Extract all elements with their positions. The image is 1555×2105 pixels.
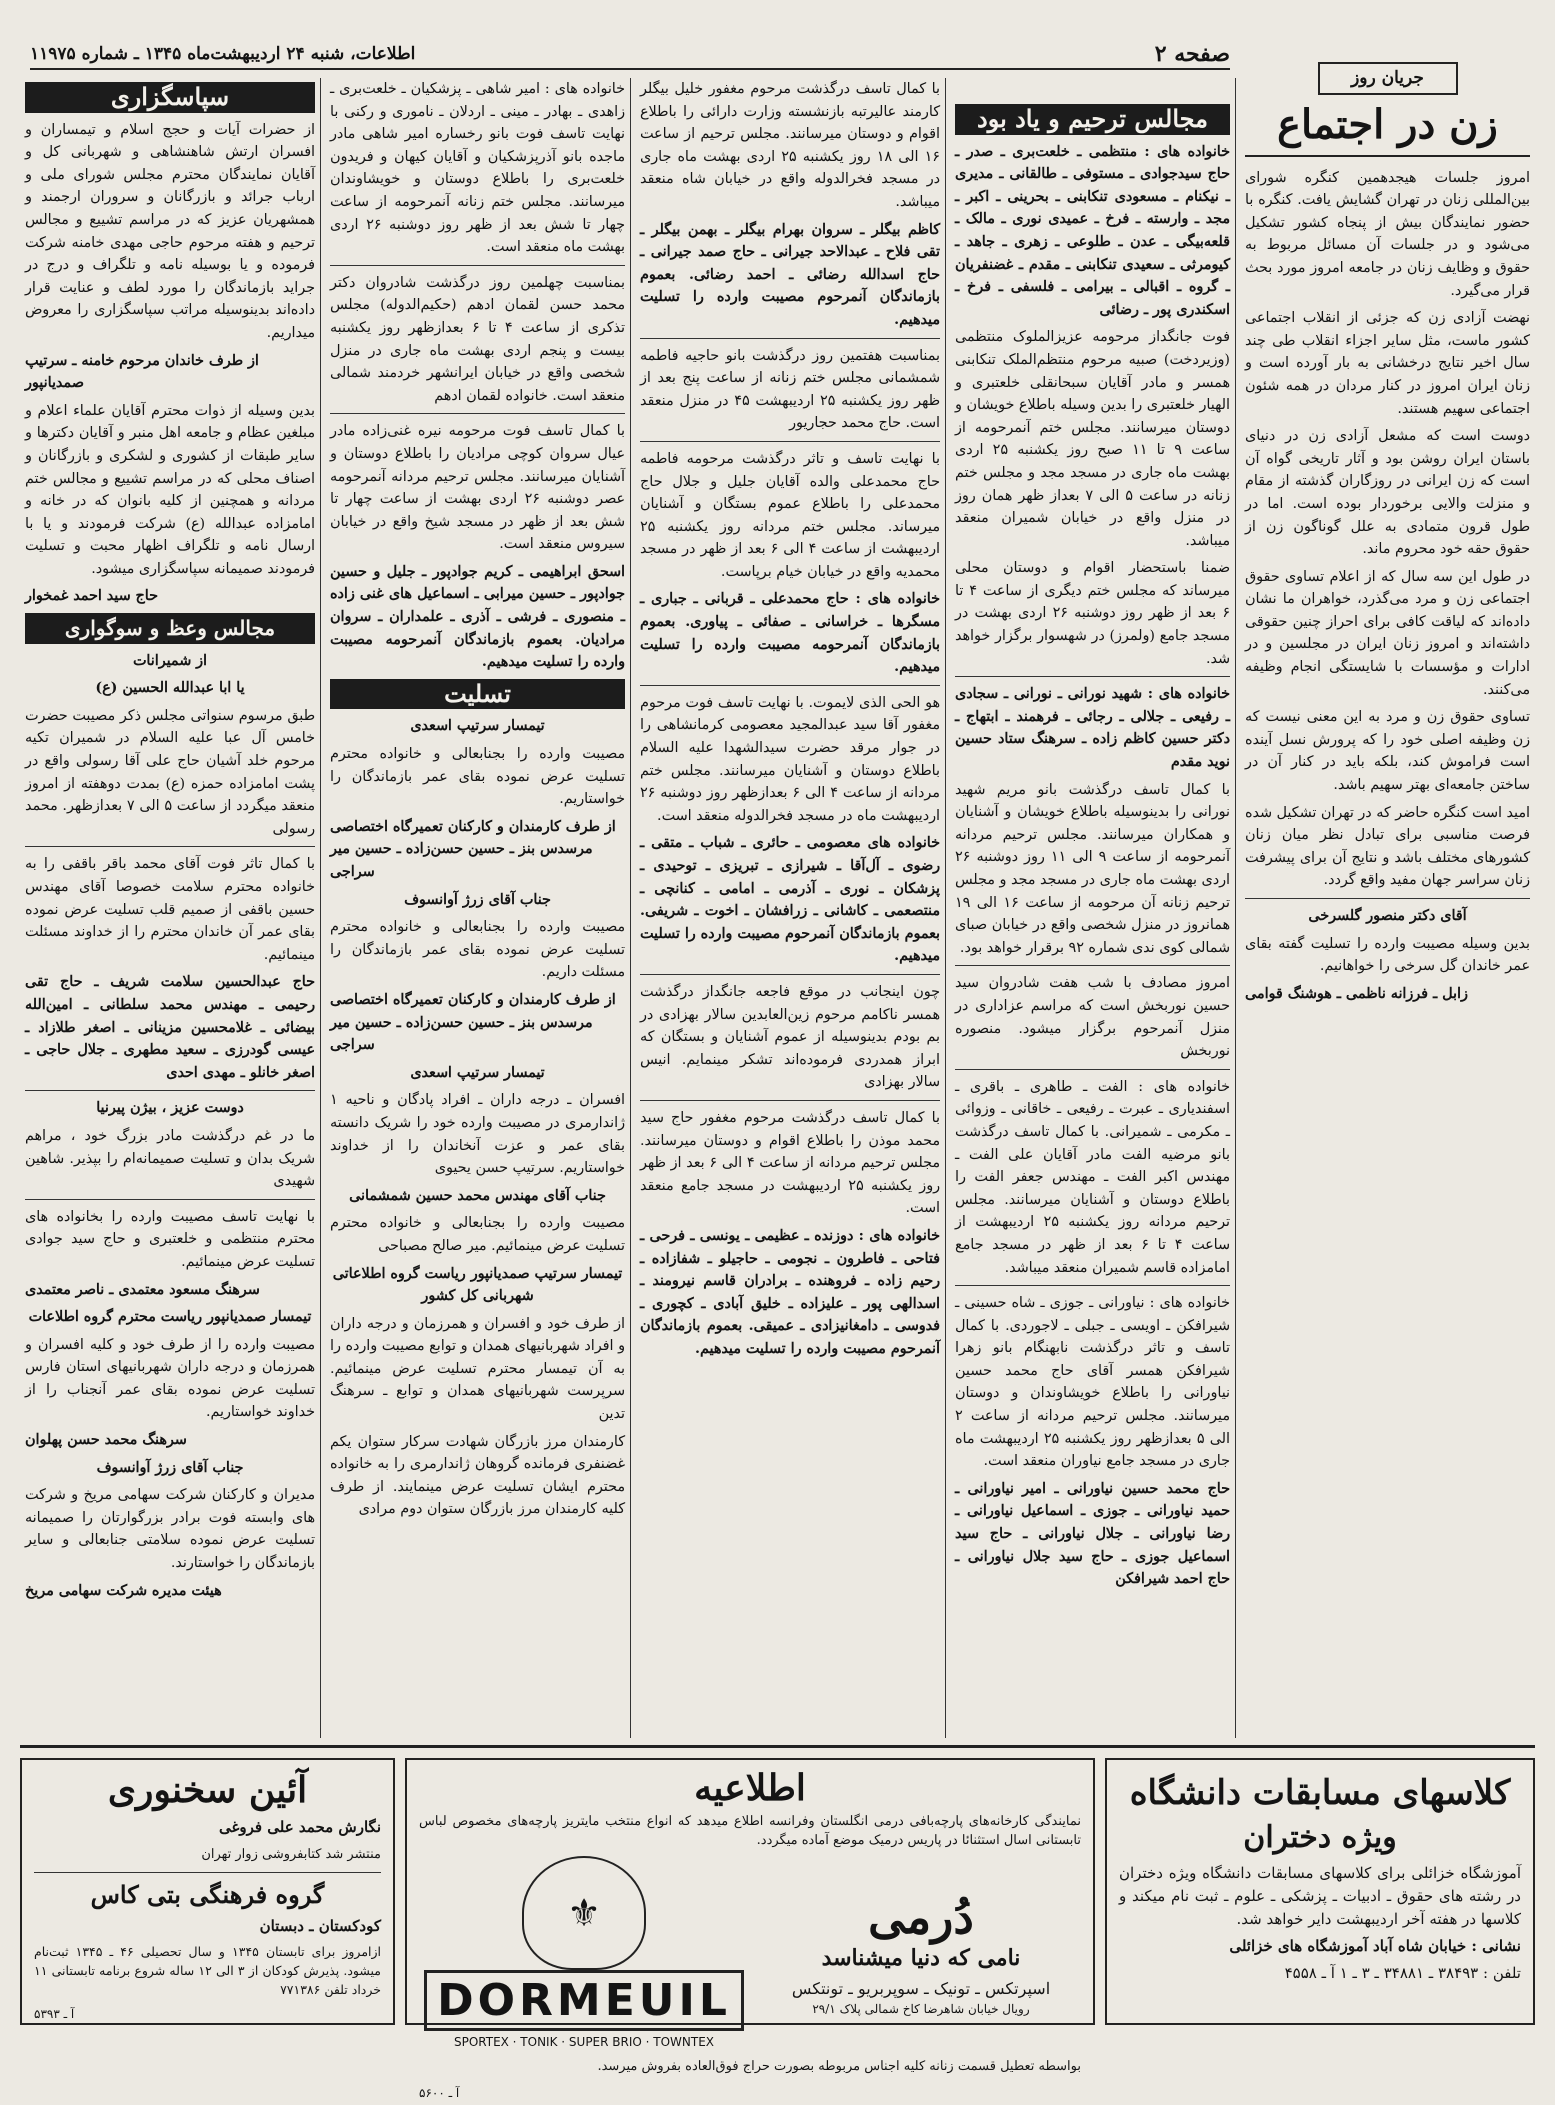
condolence-text: مصیبت وارده را بجنابعالی و خانواده محترم تسلیت عرض نموده بقای عمر بازماندگان را خواستاریم.: [330, 746, 625, 808]
condolence-text: مدیران و کارکنان شرکت سهامی مریخ و شرکت های وابسته فوت برادر بزرگوارتان را صمیمانه تسلیت عرض نموده سلامتی جنابعالی و سایر بازماندگان را خواستارند.: [25, 1487, 315, 1572]
thanks-text: از حضرات آیات و حجج اسلام و تیمساران و افسران ارتش شاهنشاهی و شهربانی کل و آقایان نمایندگان محترم مجلس شورای ملی و ارباب جرائد و بازرگانان و سروران ارجمند و همشهریان عزیز که در مراسم تشییع و مجالس ترحیم و هفته مرحوم حاجی مهدی خامنه شرکت فرموده و یا بوسیله نامه و تلگراف و درج در جراید بازماندگان را مورد لطف و عنایت قرار داده‌اند بدینوسیله مراتب سپاسگزاری را معروض میداریم.: [25, 121, 315, 341]
notice-entry: خانواده های : نیاورانی ـ جوزی ـ شاه حسینی ـ شیرافکن ـ اویسی ـ جبلی ـ لاجوردی. با کمال تاسف و تاثر درگذشت نابهنگام بانو زهرا شیرافکن همسر آقای حاج محمد حسین نیاورانی را باطلاع خویشاوندان و دوستان میرسانند. مجلس ترحیم مردانه از ساعت ۲ الی ۵ بعدازظهر روز یکشنبه ۲۵ اردیبهشت ماه جاری در مسجد جامع نیاوران منعقد است.: [955, 1295, 1230, 1470]
brand-address: رویال خیابان شاهرضا کاخ شمالی پلاک ۲۹/۱: [812, 2002, 1030, 2016]
notice-entry: اسحق ابراهیمی ـ کریم جوادپور ـ جلیل و حسین جوادپور ـ حسین میرابی ـ اسماعیل های غنی زاده ـ منصوری ـ فرشی ـ آذری ـ علمداران ـ سروان مرادیان. بعموم بازماندگان آنمرحومه مصیبت وارده را تسلیت میدهیم.: [330, 563, 625, 671]
ad-title: اطلاعیه: [694, 1767, 806, 1809]
university-classes-ad: [1105, 1758, 1535, 2025]
thanks-signature: از طرف خاندان مرحوم خامنه ـ سرتیپ صمدیانپور: [25, 352, 259, 392]
notice-entry: خانواده های : الفت ـ طاهری ـ باقری ـ اسفندیاری ـ عبرت ـ رفیعی ـ خاقانی ـ وزوائی ـ مکرمی ـ شمیرانی. با کمال تاسف درگذشت بانو مرضیه الفت مادر آقایان علی الفت ـ مهندس اکبر الفت ـ مهندس جعفر الفت را باطلاع دوستان و آشنایان میرسانند. مجلس ترحیم مردانه روز یکشنبه ۲۵ اردیبهشت از ساعت ۴ تا ۶ بعد از ظهر در مسجد جامع امامزاده قاسم شمیران منعقد میباشد.: [955, 1078, 1231, 1276]
editorial-paragraph: در طول این سه سال که از اعلام تساوی حقوق اجتماعی زن و مرد می‌گذرد، خواهران ما نشان داده‌اند که لیاقت کافی برای احراز چنین حقوقی داشته‌اند و امروز زنان ایران در مجلسین و در ادارات و مؤسسات با شایستگی انجام وظیفه می‌کنند.: [1245, 568, 1530, 698]
book-title: آئین سخنوری: [107, 1769, 308, 1811]
thanks-column: [25, 78, 315, 1607]
divider: [34, 1872, 381, 1873]
column-kicker: جریان روز: [1318, 62, 1458, 95]
ad-note: بواسطه تعطیل قسمت زنانه کلیه اجناس مربوطه بصورت حراج فوق‌العاده بفروش میرسد.: [597, 2059, 1081, 2074]
divider: [955, 965, 1230, 966]
ad-text: نمایندگی کارخانه‌های پارچه‌بافی درمی انگلستان وفرانسه اطلاع میدهد که انواع منتخب مایتریز پارچه‌های مخصوص لباس تابستانی اسال استثنائا در پاریس درمیک موضع آماده میگردد.: [419, 1814, 1081, 1848]
condolence-text: کارمندان مرز بازرگان شهادت سرکار ستوان یکم غضنفری فرمانده گروهان ژاندارمری را به خانواده محترم ایشان تسلیت عرض مینمایند. از طرف کلیه کارمندان مرز بازرگان ستوان دوم مرادی: [330, 1433, 625, 1518]
product-caption: SPORTEX · TONIK · SUPER BRIO · TOWNTEX: [453, 2035, 715, 2049]
condolence-text: با نهایت تاسف مصیبت وارده را بخانواده های محترم منتظمی و خلعتبری و حاج سید جوادی تسلیت عرض مینمائیم.: [25, 1208, 315, 1270]
book-author: نگارش محمد علی فروغی: [219, 1818, 381, 1836]
notice-entry: با کمال تاسف درگذشت بانو مریم شهید نورانی را بدینوسیله باطلاع خویشان و آشنایان و همکاران میرسانند. مجلس ترحیم مردانه آنمرحومه از ساعت ۹ الی ۱۱ روز دوشنبه ۲۶ اردی بهشت ماه جاری در مسجد مجد و مجلس ترحیم زنانه آن مرحومه از ساعت ۱۶ الی ۱۹ همانروز در منزل شخصی واقع در خیابان صبای شمالی کوی ندی شماره ۹۲ برقرار خواهد بود.: [955, 781, 1230, 956]
page-label: صفحه ۲: [1154, 41, 1230, 67]
notice-entry: ضمنا باستحضار اقوام و دوستان محلی میرساند که مجلس ختم دیگری از ساعت ۴ تا ۶ بعد از ظهر روز دوشنبه ۲۶ اردی بهشت در مسجد جامع (ولمرز) در شهسوار برگزار خواهد شد.: [955, 560, 1231, 667]
condolence-heading: جناب آقای زرژ آوانسوف: [96, 1459, 244, 1476]
notice-entry: کاظم بیگلر ـ سروان بهرام بیگلر ـ بهمن بیگلر ـ تقی فلاح ـ عبدالاحد جیرانی ـ حاج صمد جیرانی ـ حاج اسدالله رضائی ـ احمد رضائی. بعموم بازماندگان آنمرحوم مصیبت وارده را تسلیت میدهیم.: [640, 221, 940, 328]
condolence-text: مصیبت وارده را از طرف خود و کلیه افسران و همرزمان و درجه داران شهربانیهای استان فارس تسلیت عرض نموده بقای عمر آنجناب را از خداوند خواستاریم.: [25, 1336, 315, 1421]
brand-block: [419, 1856, 749, 2049]
school-title: گروه فرهنگی بتی کاس: [90, 1880, 325, 1909]
condolence-text: ما در غم درگذشت مادر بزرگ خود ، مراهم شریک بدان و تسلیت صمیمانه‌ام را بپذیر. شاهین شهیدی: [25, 1127, 315, 1190]
divider: [955, 676, 1230, 677]
divider: [955, 1069, 1230, 1070]
section-banner: تسلیت: [330, 679, 625, 710]
condolence-heading: تیمسار سرتیپ اسعدی: [410, 718, 545, 735]
ad-title: کلاسهای مسابقات دانشگاه: [1129, 1773, 1511, 1813]
condolence-text: از طرف خود و افسران و همرزمان و درجه داران و افراد شهربانیهای همدان و توابع مصیبت وارده را به آن تیمسار محترم تسلیت عرض مینمائیم. سرپرست شهربانیهای همدان و توابع ـ سرهنگ تدین: [330, 1315, 625, 1423]
editorial-paragraph: امروز جلسات هیجدهمین کنگره شورای بین‌المللی زنان در تهران گشایش یافت. کنگره با حضور نمایندگان بیش از پنجاه کشور تشکیل می‌شود و در جلسات آن مسائل مربوط به حقوق و وظایف زنان در جامعه امروز مورد بحث قرار می‌گیرد.: [1245, 169, 1530, 299]
editorial-title: زن در اجتماع: [1245, 101, 1530, 157]
notice-entry: خانواده های معصومی ـ حائری ـ شباب ـ متقی ـ رضوی ـ آل‌آقا ـ شیرازی ـ تبریزی ـ توحیدی ـ پزشکان ـ نوری ـ آذرمی ـ امامی ـ کنانچی ـ منتصعمی ـ کاشانی ـ زرافشان ـ اخوت ـ شریفی. بعموم بازماندگان آنمرحوم مصیبت وارده را تسلیت میدهیم.: [640, 835, 940, 965]
ad-phone: تلفن : ۳۸۴۹۳ ـ ۳۴۸۸۱ ـ ۳ ـ ۱ آ ـ ۴۵۵۸: [1284, 1964, 1521, 1982]
ad-address: نشانی : خیابان شاه آباد آموزشگاه های خزائلی: [1229, 1937, 1521, 1955]
notice-entry: هو الحی الذی لایموت. با نهایت تاسف فوت مرحوم مغفور آقا سید عبدالمجید معصومی کرمانشاهی را در جوار مرقد حضرت سیدالشهدا علیه السلام باطلاع دوستان و آشنایان میرسانند. مجلس ختم مردانه از ساعت ۴ الی ۶ بعدازظهر روز دوشنبه ۲۶ اردیبهشت ماه در مسجد فخرالدوله منعقد است.: [640, 694, 940, 824]
dormeuil-ad: [405, 1758, 1095, 2100]
sermon-heading: از شمیرانات: [132, 652, 208, 669]
condolence-text: افسران ـ درجه داران ـ افراد پادگان و ناحیه ۱ ژاندارمری در مصیبت وارده خود را شریک دانسته بقای عمر و عزت آنخاندان را از خداوند خواستاریم. سرتیپ حسن یحیوی: [330, 1092, 625, 1177]
editorial-paragraph: امید است کنگره حاضر که در تهران تشکیل شده فرصت مناسبی برای تبادل نظر میان زنان کشورهای مختلف باشد و نتایج آن برای پیشرفت زنان سراسر جهان مفید واقع گردد.: [1245, 804, 1530, 889]
divider: [1245, 898, 1530, 899]
editorial-column: [1245, 62, 1530, 1010]
memorial-column: [955, 100, 1230, 1596]
divider: [640, 974, 940, 975]
editorial-paragraph: نهضت آزادی زن که جزئی از انقلاب اجتماعی کشور ماست، مثل سایر اجزاء انقلاب طی چند سال اخیر نتایج درخشانی به بار آورده است و زنان ایران امروز در کنار مردان در همه شئون اجتماعی سهیم هستند.: [1245, 310, 1530, 417]
column-rule: [630, 78, 631, 1738]
brand-products: اسپرتکس ـ تونیک ـ سوپربریو ـ تونتکس: [791, 1979, 1051, 1998]
divider: [640, 338, 940, 339]
condolence-signature: سرهنگ مسعود معتمدی ـ ناصر معتمدی: [25, 1281, 260, 1298]
ad-text: آموزشگاه خزائلی برای کلاسهای مسابقات دانشگاه ویژه دختران در رشته های حقوق ـ ادبیات ـ پزشکی ـ علوم ـ ثبت نام میکند و کلاسها در هفته آخر اردیبهشت دایر خواهد شد.: [1119, 1864, 1521, 1928]
divider: [330, 413, 625, 414]
section-banner: سپاسگزاری: [25, 82, 315, 113]
notice-entry: با کمال تاسف درگذشت مرحوم مغفور خلیل بیگلر کارمند عالیرتبه بازنشسته وزارت دارائی را باطلاع اقوام و دوستان میرسانند. مجلس ترحیم از ساعت ۱۶ الی ۱۸ روز یکشنبه ۲۵ اردی بهشت ماه جاری در مسجد فخرالدوله واقع در خیابان شاه منعقد میباشد.: [640, 81, 940, 210]
condolence-signature: هیئت مدیره شرکت سهامی مریخ: [25, 1582, 222, 1599]
book-and-school-ad: [20, 1758, 395, 2025]
book-publisher: منتشر شد کتابفروشی زوار تهران: [201, 1847, 381, 1862]
condolence-heading: تیمسار صمدیانپور ریاست محترم گروه اطلاعات: [28, 1309, 312, 1326]
notice-title: آقای دکتر منصور گلسرخی: [1308, 908, 1467, 924]
notice-entry: حاج محمد حسین نیاورانی ـ امیر نیاورانی ـ حمید نیاورانی ـ جوزی ـ اسماعیل نیاورانی ـ رضا نیاورانی ـ جلال نیاورانی ـ حاج سید اسماعیل جوزی ـ حاج سید جلال نیاورانی ـ حاج احمد شیرافکن: [955, 1480, 1230, 1588]
divider: [25, 1199, 315, 1200]
notices-column: [640, 78, 940, 1365]
notice-entry: خانواده های : حاج محمدعلی ـ قربانی ـ جباری ـ مسگرها ـ خراسانی ـ صفائی ـ پیاوری. بعموم بازماندگان آنمرحومه مصیبت وارده را تسلیت میدهیم.: [640, 591, 940, 676]
notice-entry: خانواده های : امیر شاهی ـ پزشکیان ـ خلعت‌بری ـ زاهدی ـ بهادر ـ مینی ـ اردلان ـ ناموری و رکنی با نهایت تاسف فوت بانو رخساره امیر شاهی مادر ماجده بانو آذرپزشکیان و آقایان کیهان و فریدون خلعت‌بری را باطلاع دوستان و خویشاوندان میرسانند. مجلس ختم زنانه آنمرحومه از ساعت چهار تا شش بعد از ظهر روز دوشنبه ۲۶ اردی بهشت ماه منعقد است.: [330, 81, 625, 256]
advertisement-strip: [20, 1745, 1535, 2100]
condolence-signature: از طرف کارمندان و کارکنان تعمیرگاه اختصاصی مرسدس بنز ـ حسین حسن‌زاده ـ حسین میر سراجی: [330, 991, 616, 1054]
condolence-column: [330, 78, 625, 1526]
column-rule: [945, 78, 946, 1738]
condolence-heading: دوست عزیز ، بیژن پیرنیا: [96, 1100, 244, 1117]
notice-entry: بمناسبت چهلمین روز درگذشت شادروان دکتر محمد حسن لقمان ادهم (حکیم‌الدوله) مجلس تذکری از ساعت ۴ تا ۶ بعدازظهر روز یکشنبه بیست و پنجم اردی بهشت ماه جاری در منزل شخصی واقع در خیابان ایرانشهر خردمند شمالی منعقد است. خانواده لقمان ادهم: [330, 274, 625, 404]
notice-entry: با کمال تاسف فوت مرحومه نیره غنی‌زاده مادر عیال سروان کوچی مرادیان را باطلاع دوستان و آشنایان میرسانند. مجلس ترحیم مردانه آنمرحومه عصر دوشنبه ۲۶ اردی بهشت از ساعت چهار تا شش بعد از ظهر در مسجد شیخ واقع در خیابان سیروس منعقد است.: [330, 423, 625, 553]
condolence-signature: از طرف کارمندان و کارکنان تعمیرگاه اختصاصی مرسدس بنز ـ حسین حسن‌زاده ـ حسین میر سراجی: [330, 818, 616, 880]
notice-entry: چون اینجانب در موقع فاجعه جانگداز درگذشت همسر ناکامم مرحوم زین‌العابدین سالار بهزادی در بم بودم بدینوسیله از عموم آشنایان و بستگان که ابراز همدردی فرموده‌اند تشکر مینمایم. انیس سالار بهزادی: [640, 983, 940, 1091]
section-banner: مجالس ترحیم و یاد بود: [955, 104, 1230, 135]
divider: [640, 685, 940, 686]
notice-signature: زابل ـ فرزانه ناظمی ـ هوشنگ قوامی: [1245, 985, 1468, 1002]
section-banner: مجالس وعظ و سوگواری: [25, 613, 315, 644]
school-sections: کودکستان ـ دبستان: [259, 1917, 381, 1935]
divider: [640, 441, 940, 442]
crest-icon: ⚜: [522, 1856, 646, 1970]
brand-logo: DORMEUIL: [424, 1970, 744, 2031]
divider: [25, 846, 315, 847]
notice-entry: خانواده های : منتظمی ـ خلعت‌بری ـ صدر ـ حاج سیدجوادی ـ مستوفی ـ طالقانی ـ مدیری ـ نیکنام ـ مسعودی تنکابنی ـ بحرینی ـ اکبر ـ مجد ـ وارسته ـ فرخ ـ عمیدی نوری ـ مالک ـ قلعه‌بیگی ـ عدن ـ طلوعی ـ زهری ـ جاهد ـ کیومرثی ـ سعیدی تنکابنی ـ مقدم ـ غضنفریان ـ گروه ـ اقبالی ـ بیرامی ـ فلسفی ـ فرخ ـ اسکندری پور ـ رضائی: [955, 143, 1230, 318]
notice-entry: بمناسبت هفتمین روز درگذشت بانو حاجیه فاطمه شمشمانی مجلس ختم زنانه از ساعت پنج بعد از ظهر روز یکشنبه ۲۵ اردیبهشت ۴۵ در منزل منعقد است. حاج محمد حجاریور: [640, 347, 940, 432]
school-text: ازامروز برای تابستان ۱۳۴۵ و سال تحصیلی ۴۶ ـ ۱۳۴۵ ثبت‌نام میشود. پذیرش کودکان از ۳ الی ۱۲ ساله شروع برنامه تابستانی ۱۱ خرداد تلفن ۷۷۱۳۸۶: [34, 1944, 382, 1997]
brand-slogan: نامی که دنیا میشناسد: [821, 1945, 1021, 1971]
editorial-paragraph: تساوی حقوق زن و مرد به این معنی نیست که زن وظیفه اصلی خود را که پرورش نسل آینده است فراموش کند، بلکه باید در کنار آن در ساختن جامعه‌ای بهتر سهیم باشد.: [1245, 709, 1530, 794]
notice-text: بدین وسیله مصیبت وارده را تسلیت گفته بقای عمر خاندان گل سرخی را خواهانیم.: [1245, 935, 1530, 975]
notice-entry: خانواده های : شهید نورانی ـ نورانی ـ سجادی ـ رفیعی ـ جلالی ـ رجائی ـ فرهمند ـ ابتهاج ـ دکتر حسین کاظم زاده ـ سرهنگ ستاد حسین نوید مقدم: [955, 686, 1230, 771]
thanks-text: بدین وسیله از ذوات محترم آقایان علماء اعلام و مبلغین عظام و جامعه اهل منبر و آقایان دکترها و سایر طبقات از کشوری و لشکری و بازرگانان و اصناف محلی که در مراسم تشییع و مجالس ختم مردانه و همچنین از کلیه بانوان که در خانه و امامزاده عبدالله (ع) شرکت فرمودند و یا با ارسال نامه و تلگراف اظهار محبت و تسلیت فرمودند صمیمانه سپاسگزاری میشود.: [25, 402, 315, 577]
condolence-heading: جناب آقای زرژ آوانسوف: [404, 891, 551, 908]
ad-ref: آ ـ ۵۳۹۳: [34, 2007, 75, 2021]
sermon-subheading: یا ابا عبدالله الحسین (ع): [95, 680, 245, 697]
condolence-text: مصیبت وارده را بجنابعالی و خانواده محترم تسلیت عرض مینمائیم. میر صالح مصباحی: [330, 1215, 625, 1254]
masthead: [30, 40, 1230, 70]
notice-entry: امروز مصادف با شب هفت شادروان سید حسین نوربخش است که مراسم عزاداری در منزل آنمرحوم برگزار میشود. منصوره نوربخش: [955, 975, 1230, 1060]
notice-entry: با نهایت تاسف و تاثر درگذشت مرحومه فاطمه حاج محمدعلی والده آقایان جلیل و جلال حاج محمدعلی را باطلاع عموم بستگان و آشنایان میرساند. مجلس ختم مردانه روز یکشنبه ۲۵ اردیبهشت از ساعت ۴ الی ۶ بعد از ظهر در مسجد محمدیه واقع در خیابان خیام برپاست.: [640, 450, 940, 580]
condolence-heading: تیمسار سرتیپ اسعدی: [410, 1064, 545, 1081]
condolence-signature: حاج عبدالحسین سلامت شریف ـ حاج تقی رحیمی ـ مهندس محمد سلطانی ـ امین‌الله بیضائی ـ غلامحسین مزینانی ـ اصغر طلازاد ـ عیسی گودرزی ـ سعید مطهری ـ جلال حاجی ـ اصغر خانلو ـ مهدی احدی: [25, 974, 315, 1081]
column-rule: [320, 78, 321, 1738]
condolence-text: با کمال تاثر فوت آقای محمد باقر باقفی را به خانواده محترم سلامت خصوصا آقای مهندس حسین باقفی از صمیم قلب تسلیت عرض نموده بقای عمر آن خاندان محترم را از خداوند مسئلت مینمائیم.: [25, 856, 315, 963]
condolence-signature: سرهنگ محمد حسن پهلوان: [25, 1432, 187, 1449]
ad-subtitle: ویژه دختران: [1243, 1820, 1397, 1855]
notice-entry: خانواده های : دوزنده ـ عظیمی ـ یونسی ـ فرحی ـ فتاحی ـ فاطرون ـ نجومی ـ حاجیلو ـ شفازاده ـ رحیم زاده ـ فروهنده ـ برادران قاسم نیرومند ـ اسدالهی پور ـ علیزاده ـ خلیق آبادی ـ کچوری ـ فدوسی ـ دامغانیزادی ـ عمیقی. بعموم بازماندگان آنمرحوم مصیبت وارده را تسلیت میدهیم.: [640, 1227, 940, 1357]
editorial-paragraph: دوست است که مشعل آزادی زن در دنیای باستان ایران روشن بود و آثار تاریخی گواه آن است که زن ایرانی در روزگاران گذشته از مقام و منزلت والایی برخوردار بوده است. اما در طول قرون متمادی به علل گوناگون زن از حقوق حقه خود محروم ماند.: [1245, 428, 1530, 558]
thanks-signature: حاج سید احمد غمخوار: [25, 588, 158, 605]
notice-entry: فوت جانگداز مرحومه عزیزالملوک منتظمی (وزیردخت) صبیه مرحوم منتظم‌الملک تنکابنی همسر و مادر آقایان سبحانقلی خلعتبری و الهیار خلعتبری را بدین وسیله باطلاع خویشان و دوستان میرسانند. مجلس ختم آنمرحومه از ساعت ۹ تا ۱۱ صبح روز یکشنبه ۲۵ اردی بهشت ماه جاری در مسجد مجد و مجلس ختم زنانه در ساعت ۵ الی ۷ بعداز ظهر همان روز در منزل واقع در خیابان شمیران منعقد میباشد.: [955, 329, 1230, 549]
condolence-heading: تیمسار سرتیپ صمدیانپور ریاست گروه اطلاعاتی شهربانی کل کشور: [332, 1265, 623, 1305]
divider: [955, 1285, 1230, 1286]
condolence-text: مصیبت وارده را بجنابعالی و خانواده محترم تسلیت عرض نموده بقای عمر بازماندگان را مسئلت داریم.: [330, 919, 625, 981]
divider: [640, 1100, 940, 1101]
ad-ref: آ ـ ۵۶۰۰: [419, 2086, 460, 2100]
brand-text: [761, 1889, 1081, 2016]
sermon-text: طبق مرسوم سنواتی مجلس ذکر مصیبت حضرت خامس آل عبا علیه السلام در شمیران تکیه مرحوم خلد آشیان حاج علی آقا رسولی واقع در پشت امامزاده حمزه (ع) بمدت دوهفته از امروز منعقد میگردد از ساعت ۵ الی ۷ بعدازظهر. محمد رسولی: [25, 707, 315, 837]
divider: [25, 1090, 315, 1091]
divider: [330, 265, 625, 266]
brand-name-fa: دُرمی: [868, 1890, 974, 1944]
notice-entry: با کمال تاسف درگذشت مرحوم مغفور حاج سید محمد موذن را باطلاع اقوام و دوستان میرسانند. مجلس ترحیم مردانه از ساعت ۴ الی ۶ بعد از ظهر روز یکشنبه ۲۵ اردیبهشت در مسجد جامع منعقد است.: [640, 1109, 941, 1217]
column-rule: [1235, 78, 1236, 1738]
issue-line: اطلاعات، شنبه ۲۴ اردیبهشت‌ماه ۱۳۴۵ ـ شماره ۱۱۹۷۵: [30, 44, 416, 64]
condolence-heading: جناب آقای مهندس محمد حسین شمشمانی: [349, 1187, 606, 1204]
